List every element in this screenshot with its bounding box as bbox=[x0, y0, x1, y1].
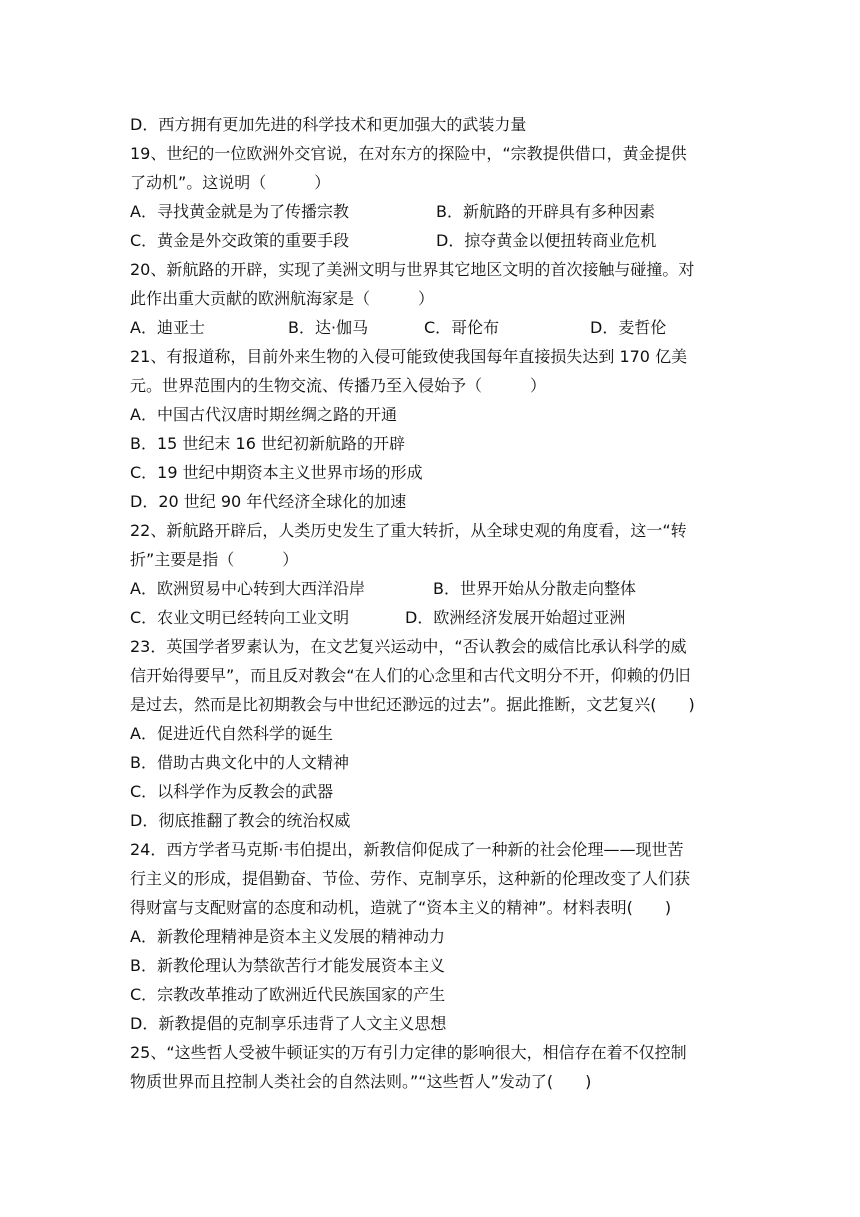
q22-option-c: C．农业文明已经转向工业文明 bbox=[130, 608, 350, 627]
q23-option-a: A．促进近代自然科学的诞生 bbox=[130, 724, 333, 743]
q20-stem-line-1: 20、新航路的开辟，实现了美洲文明与世界其它地区文明的首次接触与碰撞。对 bbox=[130, 260, 695, 279]
q23-stem-line-1: 23．英国学者罗素认为，在文艺复兴运动中，“否认教会的威信比承认科学的威 bbox=[130, 637, 687, 656]
q22-option-d: D．欧洲经济发展开始超过亚洲 bbox=[405, 608, 626, 627]
q20-option-c: C．哥伦布 bbox=[424, 318, 500, 337]
q21-option-c: C．19 世纪中期资本主义世界市场的形成 bbox=[130, 463, 423, 482]
q19-options-row-2 bbox=[130, 226, 732, 255]
q24-option-d: D．新教提倡的克制享乐违背了人文主义思想 bbox=[130, 1014, 447, 1033]
q24-option-a: A．新教伦理精神是资本主义发展的精神动力 bbox=[130, 927, 445, 946]
q20-option-b: B．达·伽马 bbox=[288, 318, 369, 337]
q20-option-d: D．麦哲伦 bbox=[590, 318, 667, 337]
q24-stem-line-3: 得财富与支配财富的态度和动机，造就了“资本主义的精神”。材料表明( ) bbox=[130, 898, 672, 917]
q21-option-b: B．15 世纪末 16 世纪初新航路的开辟 bbox=[130, 434, 405, 453]
q23-option-b: B．借助古典文化中的人文精神 bbox=[130, 753, 349, 772]
q23-option-c: C．以科学作为反教会的武器 bbox=[130, 782, 334, 801]
q19-stem-line-1: 19、世纪的一位欧洲外交官说，在对东方的探险中，“宗教提供借口，黄金提供 bbox=[130, 144, 687, 163]
q19-option-a: A．寻找黄金就是为了传播宗教 bbox=[130, 202, 349, 221]
q24-stem-line-1: 24．西方学者马克斯·韦伯提出，新教信仰促成了一种新的社会伦理——现世苦 bbox=[130, 840, 684, 859]
q23-option-d: D．彻底推翻了教会的统治权威 bbox=[130, 811, 351, 830]
q22-options-row-2 bbox=[130, 603, 732, 632]
q19-option-b: B．新航路的开辟具有多种因素 bbox=[436, 202, 655, 221]
q24-option-b: B．新教伦理认为禁欲苦行才能发展资本主义 bbox=[130, 956, 445, 975]
q25-stem-line-1: 25、“这些哲人受被牛顿证实的万有引力定律的影响很大，相信存在着不仅控制 bbox=[130, 1043, 687, 1062]
q21-option-a: A．中国古代汉唐时期丝绸之路的开通 bbox=[130, 405, 397, 424]
q18-option-d: D．西方拥有更加先进的科学技术和更加强大的武装力量 bbox=[130, 115, 527, 134]
page-content bbox=[130, 110, 732, 1096]
q23-stem-line-2: 信开始得要早”，而且反对教会“在人们的心念里和古代文明分不开，仰赖的仍旧 bbox=[130, 666, 691, 685]
q24-stem-line-2: 行主义的形成，提倡勤奋、节俭、劳作、克制享乐，这种新的伦理改变了人们获 bbox=[130, 869, 691, 888]
q22-options-row-1 bbox=[130, 574, 732, 603]
q19-stem-line-2: 了动机”。这说明（ ） bbox=[130, 173, 331, 192]
q22-stem-line-2: 折”主要是指（ ） bbox=[130, 550, 299, 569]
q22-option-b: B．世界开始从分散走向整体 bbox=[433, 579, 636, 598]
q25-stem-line-2: 物质世界而且控制人类社会的自然法则。”“这些哲人”发动了( ) bbox=[130, 1072, 592, 1091]
q23-stem-line-3: 是过去，然而是比初期教会与中世纪还渺远的过去”。据此推断，文艺复兴( ) bbox=[130, 695, 695, 714]
q21-option-d: D．20 世纪 90 年代经济全球化的加速 bbox=[130, 492, 407, 511]
q24-option-c: C．宗教改革推动了欧洲近代民族国家的产生 bbox=[130, 985, 446, 1004]
q20-stem-line-2: 此作出重大贡献的欧洲航海家是（ ） bbox=[130, 289, 435, 308]
q19-option-c: C．黄金是外交政策的重要手段 bbox=[130, 231, 350, 250]
q19-options-row-1 bbox=[130, 197, 732, 226]
q20-option-a: A．迪亚士 bbox=[130, 318, 205, 337]
q21-stem-line-2: 元。世界范围内的生物交流、传播乃至入侵始予（ ） bbox=[130, 376, 547, 395]
q20-options-row bbox=[130, 313, 732, 342]
q19-option-d: D．掠夺黄金以便扭转商业危机 bbox=[436, 231, 657, 250]
q22-option-a: A．欧洲贸易中心转到大西洋沿岸 bbox=[130, 579, 365, 598]
q22-stem-line-1: 22、新航路开辟后，人类历史发生了重大转折，从全球史观的角度看，这一“转 bbox=[130, 521, 687, 540]
q21-stem-line-1: 21、有报道称，目前外来生物的入侵可能致使我国每年直接损失达到 170 亿美 bbox=[130, 347, 688, 366]
